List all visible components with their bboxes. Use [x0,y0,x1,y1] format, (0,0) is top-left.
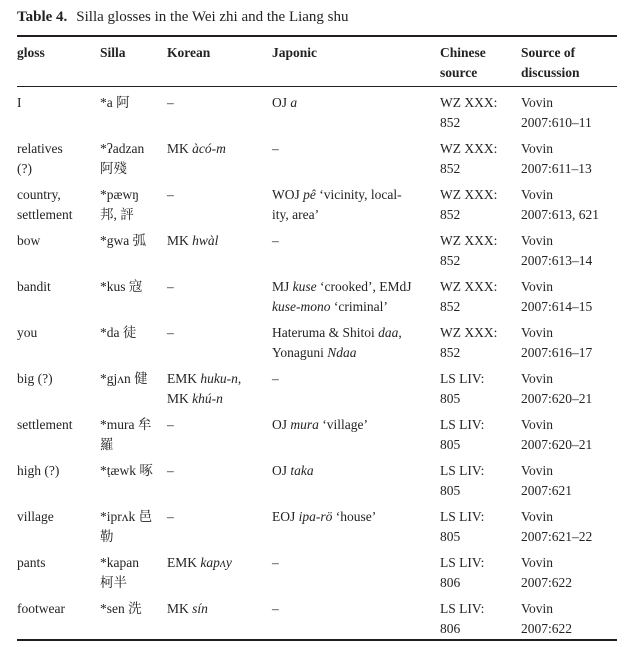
table-row [17,179,617,225]
cell-silla: *sen 洗 [100,601,142,616]
cell-source: Vovin 2007:620–21 [521,417,593,452]
cell-japonic: OJ mura ‘village’ [272,417,369,432]
cell-japonic: MJ kuse ‘crooked’, EMdJ kuse-mono ‘criminal’ [272,279,412,314]
cell-source: Vovin 2007:610–11 [521,95,592,130]
header-row [17,36,617,87]
cell-gloss: bow [17,233,41,248]
table-row [17,547,617,593]
cell-korean: EMK kapʌy [167,555,232,570]
cell-source: Vovin 2007:621 [521,463,573,498]
cell-gloss: big (?) [17,371,53,386]
cell-japonic: WOJ pê ‘vicinity, local- ity, area’ [272,187,402,222]
glosses-table [17,35,617,641]
cell-silla: *ʔadzan 阿殘 [100,141,145,176]
cell-japonic: – [272,233,279,248]
cell-korean: EMK huku-n, MK khú-n [167,371,242,406]
cell-gloss: village [17,509,54,524]
cell-chinese-source: WZ XXX: 852 [440,325,498,360]
cell-chinese-source: WZ XXX: 852 [440,233,498,268]
table-row [17,317,617,363]
cell-source: Vovin 2007:613, 621 [521,187,600,222]
cell-japonic: – [272,555,279,570]
cell-korean: MK sín [167,601,208,616]
cell-japonic: EOJ ipa-rö ‘house’ [272,509,377,524]
table-title-text: Silla glosses in the Wei zhi and the Liang shu [76,9,349,25]
cell-korean: – [167,187,174,202]
cell-silla: *mura 牟 羅 [100,417,152,452]
cell-japonic: – [272,371,279,386]
page-title [17,9,617,26]
table-row [17,593,617,640]
table-row [17,455,617,501]
cell-chinese-source: LS LIV: 806 [440,555,485,590]
table-row [17,501,617,547]
cell-gloss: footwear [17,601,65,616]
cell-silla: *iprʌk 邑 勒 [100,509,153,544]
cell-silla: *a 阿 [100,95,130,110]
cell-source: Vovin 2007:622 [521,601,573,636]
cell-chinese-source: WZ XXX: 852 [440,95,498,130]
cell-chinese-source: LS LIV: 805 [440,509,485,544]
col-header-source-of-discussion: Source of discussion [521,36,617,87]
cell-chinese-source: WZ XXX: 852 [440,141,498,176]
col-header-silla: Silla [100,36,167,87]
cell-chinese-source: WZ XXX: 852 [440,187,498,222]
col-header-japonic: Japonic [272,36,440,87]
cell-japonic: OJ a [272,95,298,110]
cell-gloss: I [17,95,22,110]
cell-silla: *pæwŋ 邦, 評 [100,187,139,222]
cell-japonic: OJ taka [272,463,314,478]
cell-chinese-source: LS LIV: 805 [440,417,485,452]
cell-chinese-source: LS LIV: 805 [440,463,485,498]
cell-gloss: bandit [17,279,51,294]
table-row [17,87,617,134]
cell-gloss: pants [17,555,46,570]
cell-chinese-source: WZ XXX: 852 [440,279,498,314]
col-header-korean: Korean [167,36,272,87]
cell-source: Vovin 2007:613–14 [521,233,593,268]
cell-chinese-source: LS LIV: 806 [440,601,485,636]
col-header-chinese-source: Chinese source [440,36,521,87]
table-row [17,225,617,271]
cell-korean: – [167,279,174,294]
cell-source: Vovin 2007:621–22 [521,509,593,544]
cell-source: Vovin 2007:616–17 [521,325,593,360]
cell-gloss: high (?) [17,463,60,478]
cell-gloss: settlement [17,417,73,432]
cell-silla: *gjʌn 健 [100,371,148,386]
cell-source: Vovin 2007:611–13 [521,141,592,176]
cell-silla: *kus 寇 [100,279,143,294]
cell-korean: – [167,509,174,524]
cell-silla: *kapan 柯半 [100,555,139,590]
cell-japonic: – [272,601,279,616]
table-row [17,363,617,409]
cell-source: Vovin 2007:614–15 [521,279,593,314]
cell-korean: – [167,95,174,110]
cell-korean: MK àcó-m [167,141,226,156]
cell-korean: – [167,417,174,432]
cell-korean: – [167,463,174,478]
cell-korean: – [167,325,174,340]
table-row [17,133,617,179]
cell-japonic: – [272,141,279,156]
table-row [17,409,617,455]
table-row [17,271,617,317]
cell-gloss: relatives (?) [17,141,63,176]
cell-gloss: country, settlement [17,187,73,222]
cell-korean: MK hwàl [167,233,219,248]
cell-chinese-source: LS LIV: 805 [440,371,485,406]
cell-source: Vovin 2007:622 [521,555,573,590]
col-header-gloss: gloss [17,36,100,87]
cell-silla: *ṭæwk 啄 [100,463,153,478]
cell-silla: *gwa 弧 [100,233,147,248]
cell-silla: *da 徒 [100,325,137,340]
cell-japonic: Hateruma & Shitoi daa, Yonaguni Ndaa [272,325,402,360]
cell-gloss: you [17,325,38,340]
table-number-label: Table 4. [17,9,68,25]
cell-source: Vovin 2007:620–21 [521,371,593,406]
